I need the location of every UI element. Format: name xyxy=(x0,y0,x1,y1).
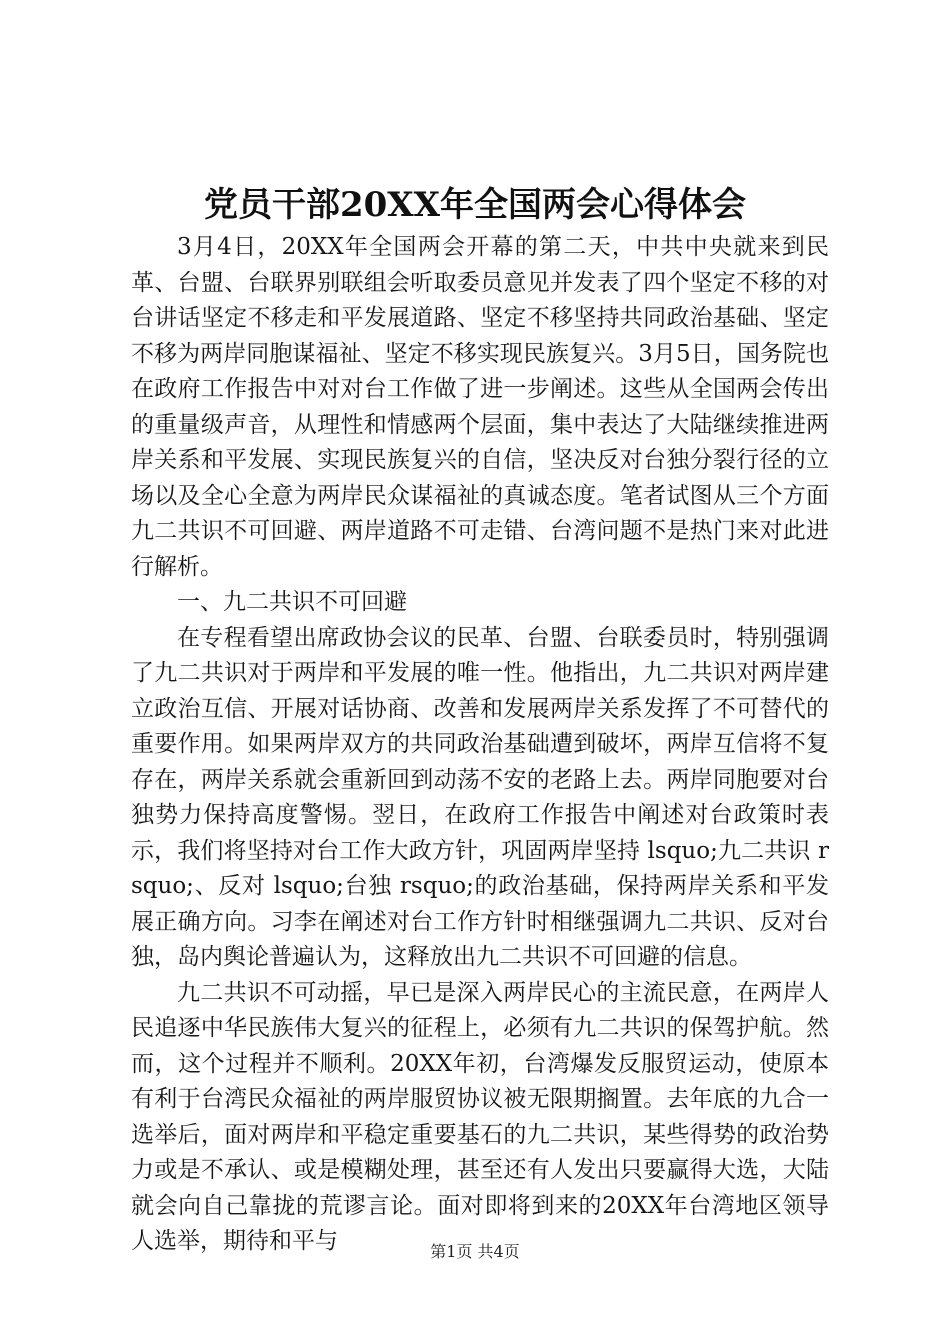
document-title: 党员干部20XX年全国两会心得体会 xyxy=(203,185,747,225)
page-footer: 第1页 共4页 xyxy=(430,1242,520,1261)
document-body xyxy=(131,230,829,1260)
paragraph-section1-a: 在专程看望出席政协会议的民革、台盟、台联委员时，特别强调了九二共识对于两岸和平发展的唯一性。他指出，九二共识对两岸建立政治互信、开展对话协商、改善和发展两岸关系发挥了不可替代的重要作用。如果两岸双方的共同政治基础遭到破坏，两岸互信将不复存在，两岸关系就会重新回到动荡不安的老路上去。两岸同胞要对台独势力保持高度警惕。翌日，在政府工作报告中阐述对台政策时表示，我们将坚持对台工作大政方针，巩固两岸坚持 lsquo;九二共识 rsquo;、反对 lsquo;台独 rsquo;的政治基础，保持两岸关系和平发展正确方向。习李在阐述对台工作方针时相继强调九二共识、反对台独，岛内舆论普遍认为，这释放出九二共识不可回避的信息。 xyxy=(131,624,829,970)
paragraph-section1-b: 九二共识不可动摇，早已是深入两岸民心的主流民意，在两岸人民追逐中华民族伟大复兴的征程上，必须有九二共识的保驾护航。然而，这个过程并不顺利。20XX年初，台湾爆发反服贸运动，使原本有利于台湾民众福祉的两岸服贸协议被无限期搁置。去年底的九合一选举后，面对两岸和平稳定重要基石的九二共识，某些得势的政治势力或是不承认、或是模糊处理，甚至还有人发出只要赢得大选，大陆就会向自己靠拢的荒谬言论。面对即将到来的20XX年台湾地区领导人选举，期待和平与 xyxy=(131,979,829,1254)
section-heading-1: 一、九二共识不可回避 xyxy=(177,589,407,615)
paragraph-intro: 3月4日，20XX年全国两会开幕的第二天，中共中央就来到民革、台盟、台联界别联组会听取委员意见并发表了四个坚定不移的对台讲话坚定不移走和平发展道路、坚定不移坚持共同政治基础、坚定不移为两岸同胞谋福祉、坚定不移实现民族复兴。3月5日，国务院也在政府工作报告中对对台工作做了进一步阐述。这些从全国两会传出的重量级声音，从理性和情感两个层面，集中表达了大陆继续推进两岸关系和平发展、实现民族复兴的自信，坚决反对台独分裂行径的立场以及全心全意为两岸民众谋福祉的真诚态度。笔者试图从三个方面九二共识不可回避、两岸道路不可走错、台湾问题不是热门来对此进行解析。 xyxy=(131,234,829,580)
